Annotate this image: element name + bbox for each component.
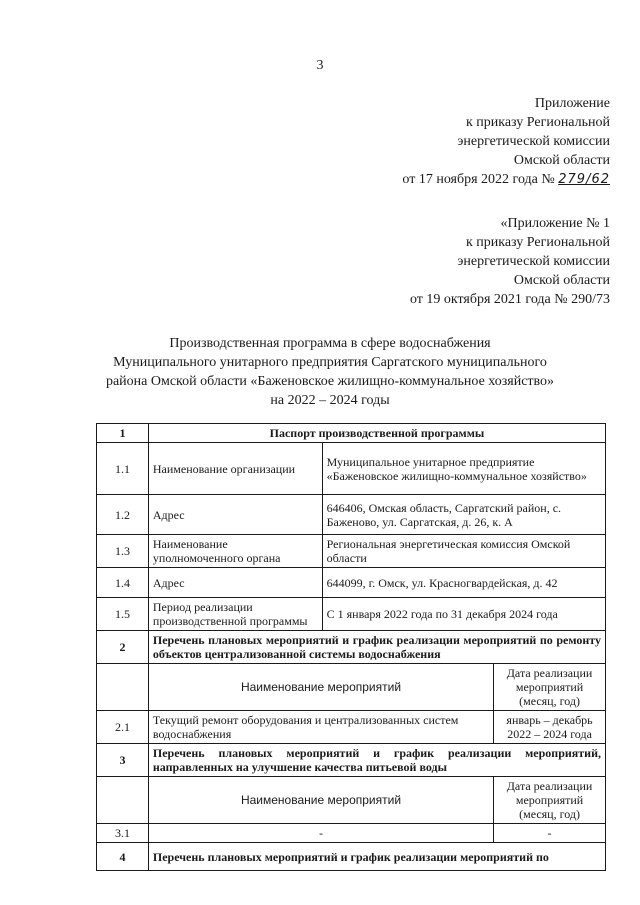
column-header-date: Дата реализации мероприятий (месяц, год) <box>494 664 606 711</box>
row-label: Адрес <box>148 568 322 598</box>
table-row <box>97 495 606 535</box>
table-row <box>97 711 606 744</box>
table-row <box>97 598 606 631</box>
column-header-name: Наименование мероприятий <box>148 664 493 711</box>
appendix-line: «Приложение № 1 <box>500 216 610 231</box>
row-number: 3.1 <box>97 824 149 843</box>
appendix-line: к приказу Региональной <box>465 235 610 250</box>
section-title: Перечень плановых мероприятий и график реализации мероприятий, направленных на улучшение качества питьевой воды <box>148 744 605 777</box>
program-passport-table <box>96 423 606 871</box>
activity-name: - <box>148 824 493 843</box>
appendix-date-line <box>402 170 610 189</box>
table-row <box>97 631 606 664</box>
empty-cell <box>97 664 149 711</box>
row-number: 1.2 <box>97 495 149 535</box>
row-value: 646406, Омская область, Саргатский район, с. Баженово, ул. Саргатская, д. 26, к. А <box>322 495 605 535</box>
table-row <box>97 443 606 495</box>
section-title: Перечень плановых мероприятий и график реализации мероприятий по ремонту объектов централизованной системы водоснабжения <box>148 631 605 664</box>
row-number: 1.1 <box>97 443 149 495</box>
row-number: 1.5 <box>97 598 149 631</box>
title-line: Муниципального унитарного предприятия Саргатского муниципального <box>113 355 547 370</box>
appendix-previous-header <box>410 214 610 309</box>
table-row <box>97 424 606 443</box>
title-line: района Омской области «Баженовское жилищно-коммунальное хозяйство» <box>105 374 555 389</box>
activity-date: январь – декабрь 2022 – 2024 года <box>494 711 606 744</box>
appendix-line: Приложение <box>534 96 610 111</box>
activity-date: - <box>494 824 606 843</box>
handwritten-order-number: 279/62 <box>558 172 610 187</box>
column-header-name: Наименование мероприятий <box>148 777 493 824</box>
section-title: Паспорт производственной программы <box>148 424 605 443</box>
table-row <box>97 824 606 843</box>
table-row <box>97 535 606 568</box>
appendix-line: к приказу Региональной <box>465 115 610 130</box>
section-number: 4 <box>97 843 149 871</box>
row-label: Наименование организации <box>148 443 322 495</box>
title-line: Производственная программа в сфере водоснабжения <box>169 336 491 351</box>
row-value: 644099, г. Омск, ул. Красногвардейская, д. 42 <box>322 568 605 598</box>
row-label: Наименование уполномоченного органа <box>148 535 322 568</box>
table-row <box>97 744 606 777</box>
section-number: 2 <box>97 631 149 664</box>
column-header-date: Дата реализации мероприятий (месяц, год) <box>494 777 606 824</box>
row-number: 2.1 <box>97 711 149 744</box>
row-value: С 1 января 2022 года по 31 декабря 2024 года <box>322 598 605 631</box>
section-number: 1 <box>97 424 149 443</box>
table-row <box>97 777 606 824</box>
section-title: Перечень плановых мероприятий и график реализации мероприятий по <box>148 843 605 871</box>
activity-name: Текущий ремонт оборудования и централизованных систем водоснабжения <box>148 711 493 744</box>
table-row <box>97 843 606 871</box>
title-line: на 2022 – 2024 годы <box>270 393 390 408</box>
table-row <box>97 568 606 598</box>
row-value: Региональная энергетическая комиссия Омской области <box>322 535 605 568</box>
row-label: Период реализации производственной программы <box>148 598 322 631</box>
appendix-line: Омской области <box>513 273 610 288</box>
document-title <box>60 334 600 410</box>
empty-cell <box>97 777 149 824</box>
row-value: Муниципальное унитарное предприятие «Баженовское жилищно-коммунальное хозяйство» <box>322 443 605 495</box>
row-label: Адрес <box>148 495 322 535</box>
appendix-current-header <box>402 94 610 189</box>
row-number: 1.3 <box>97 535 149 568</box>
row-number: 1.4 <box>97 568 149 598</box>
page-number: 3 <box>316 58 324 73</box>
appendix-date-text: от 17 ноября 2022 года № <box>402 172 555 187</box>
table-row <box>97 664 606 711</box>
section-number: 3 <box>97 744 149 777</box>
appendix-line: энергетической комиссии <box>457 254 610 269</box>
appendix-line: Омской области <box>513 153 610 168</box>
appendix-line: от 19 октября 2021 года № 290/73 <box>409 292 610 307</box>
appendix-line: энергетической комиссии <box>457 134 610 149</box>
